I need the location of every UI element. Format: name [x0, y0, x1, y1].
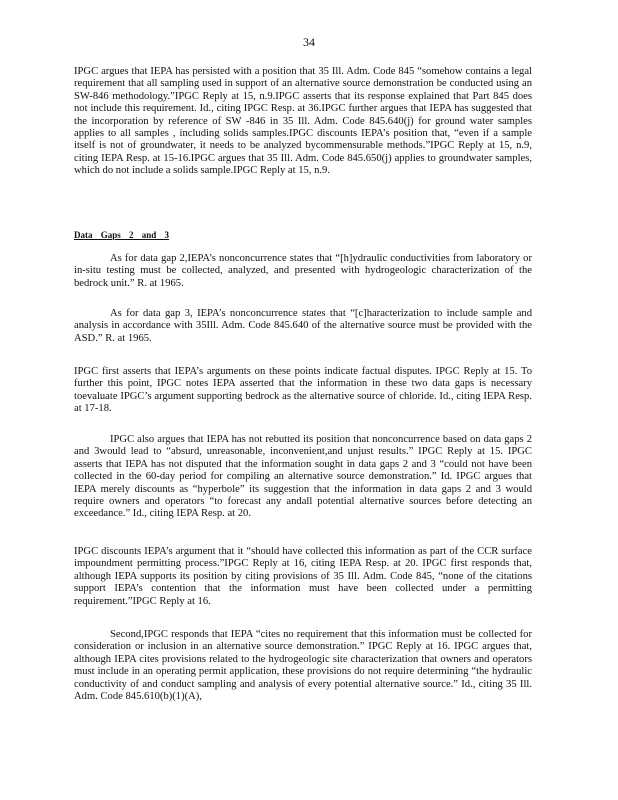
page-number: 34: [303, 35, 315, 49]
paragraph-1: IPGC argues that IEPA has persisted with a position that 35 Ill. Adm. Code 845 “somehow contains a legal requirement that all sampling used in support of an alternative source demonstration be conducted using an SW-846 methodology.”IPGC Reply at 15, n.9.IPGC asserts that its response explained that Part 845 does not include this requirement. Id., citing IPGC Resp. at 36.IPGC further argues that IEPA has suggested that the incorporation by reference of SW -846 in 35 Ill. Adm. Code 845.640(j) for ground water samples applies to all samples , including solids samples.IPGC discounts IEPA’s position that, “even if a sample itself is not of groundwater, it needs to be analyzed bycommensurable methods.”IPGC Reply at 15, n.9, citing IEPA Resp. at 15-16.IPGC argues that 35 Ill. Adm. Code 845.650(j) applies to groundwater samples, which do not include a solids sample.IPGC Reply at 15, n.9.: [74, 66, 532, 177]
paragraph-2: As for data gap 2,IEPA’s nonconcurrence states that “[h]ydraulic conductivities from laboratory or in-situ testing must be collected, analyzed, and presented with hydrogeologic characterization of the bedrock unit.” R. at 1965.: [74, 253, 532, 289]
paragraph-6: IPGC discounts IEPA’s argument that it “should have collected this information as part of the CCR surface impoundment permitting process.”IPGC Reply at 16, citing IEPA Resp. at 20. IPGC first responds that, although IEPA supports its position by citing provisions of 35 Ill. Adm. Code 845, “none of the citations support IEPA’s contention that the information must have been collected under a permitting requirement.”IPGC Reply at 16.: [74, 546, 532, 607]
paragraph-3: As for data gap 3, IEPA’s nonconcurrence states that “[c]haracterization to include sample and analysis in accordance with 35Ill. Adm. Code 845.640 of the alternative source must be provided with the ASD.” R. at 1965.: [74, 308, 532, 344]
paragraph-7: Second,IPGC responds that IEPA “cites no requirement that this information must be collected for consideration or inclusion in an alternative source demonstration.” IPGC Reply at 16. IPGC argues that, although IEPA cites provisions related to the hydrogeologic site characterization that owners and operators must include in an operating permit application, these provisions do not require determining “the hydraulic conductivity of and conduct sampling and analysis of every potential alternative source.” Id., citing 35 Ill. Adm. Code 845.610(b)(1)(A),: [74, 629, 532, 703]
paragraph-4: IPGC first asserts that IEPA’s arguments on these points indicate factual disputes. IPGC Reply at 15. To further this point, IPGC notes IEPA asserted that the information in these two data gaps is necessary toevaluate IPGC’s argument supporting bedrock as the alternative source of chloride. Id., citing IEPA Resp. at 17-18.: [74, 366, 532, 415]
paragraph-5: IPGC also argues that IEPA has not rebutted its position that nonconcurrence based on data gaps 2 and 3would lead to “absurd, unreasonable, inconvenient,and unjust results.” IPGC Reply at 15. IPGC asserts that IEPA has not disputed that the information sought in data gaps 2 and 3 “could not have been collected in the 60-day period for compiling an alternative source demonstration.” Id. IPGC argues that IEPA merely discounts as “hyperbole” its suggestion that the information in data gaps 2 and 3 would require owners and operators “to forecast any andall potential alternative sources before detecting an exceedance.” Id., citing IEPA Resp. at 20.: [74, 434, 532, 520]
section-heading: Data Gaps 2 and 3: [74, 230, 170, 240]
